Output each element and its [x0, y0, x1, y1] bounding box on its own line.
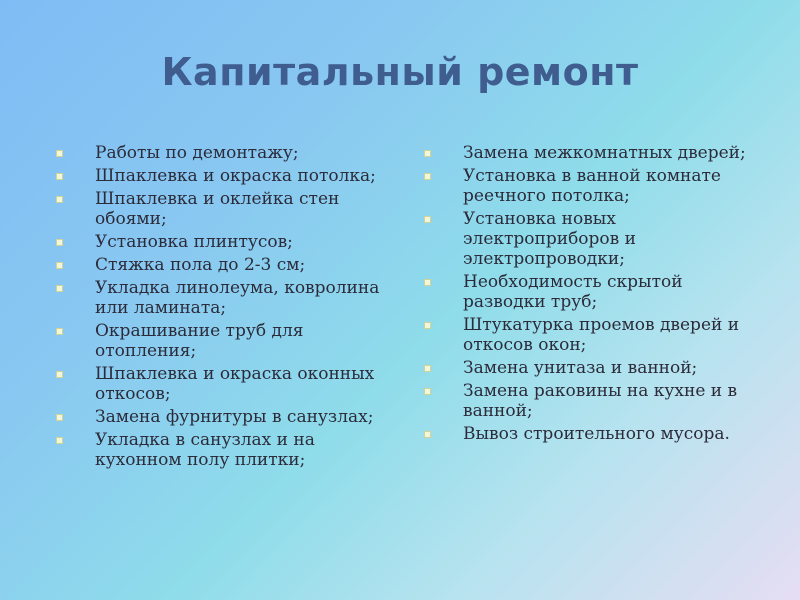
square-bullet-icon — [56, 371, 63, 378]
list-item-text: Шпаклевка и окраска потолка; — [95, 166, 376, 186]
list-item-text: Замена межкомнатных дверей; — [463, 143, 746, 163]
square-bullet-icon — [56, 328, 63, 335]
list-item-text: Замена унитаза и ванной; — [463, 358, 698, 378]
square-bullet-icon — [56, 196, 63, 203]
square-bullet-icon — [424, 431, 431, 438]
list-item — [56, 321, 396, 361]
square-bullet-icon — [56, 414, 63, 421]
list-item-text: Установка в ванной комнате реечного потолка; — [463, 166, 721, 206]
left-bullet-list — [56, 143, 396, 473]
square-bullet-icon — [56, 173, 63, 180]
square-bullet-icon — [424, 279, 431, 286]
list-item-text: Укладка линолеума, ковролина или ламината; — [95, 278, 380, 318]
list-item — [56, 430, 396, 470]
square-bullet-icon — [424, 173, 431, 180]
list-item-text: Работы по демонтажу; — [95, 143, 299, 163]
list-item — [424, 315, 764, 355]
list-item-text: Штукатурка проемов дверей и откосов окон; — [463, 315, 740, 355]
list-item-text: Стяжка пола до 2-3 см; — [95, 255, 306, 275]
list-item-text: Установка плинтусов; — [95, 232, 293, 252]
square-bullet-icon — [56, 262, 63, 269]
list-item — [424, 381, 764, 421]
list-item — [56, 364, 396, 404]
list-item — [56, 189, 396, 229]
square-bullet-icon — [56, 437, 63, 444]
list-item — [424, 272, 764, 312]
list-item-text: Замена раковины на кухне и в ванной; — [463, 381, 738, 421]
list-item — [424, 166, 764, 206]
square-bullet-icon — [424, 150, 431, 157]
square-bullet-icon — [56, 285, 63, 292]
list-item — [56, 407, 396, 427]
slide-title: Капитальный ремонт — [161, 50, 639, 94]
list-item — [424, 209, 764, 269]
list-item — [56, 278, 396, 318]
list-item-text: Укладка в санузлах и на кухонном полу плитки; — [95, 430, 315, 470]
list-item-text: Окрашивание труб для отопления; — [95, 321, 304, 361]
list-item-text: Замена фурнитуры в санузлах; — [95, 407, 374, 427]
list-item-text: Шпаклевка и оклейка стен обоями; — [95, 189, 340, 229]
list-item-text: Шпаклевка и окраска оконных откосов; — [95, 364, 375, 404]
list-item — [56, 143, 396, 163]
square-bullet-icon — [424, 365, 431, 372]
square-bullet-icon — [424, 322, 431, 329]
square-bullet-icon — [56, 239, 63, 246]
square-bullet-icon — [56, 150, 63, 157]
square-bullet-icon — [424, 216, 431, 223]
list-item-text: Установка новых электроприборов и электропроводки; — [463, 209, 636, 269]
list-item — [56, 255, 396, 275]
list-item-text: Вывоз строительного мусора. — [463, 424, 730, 444]
list-item — [56, 232, 396, 252]
square-bullet-icon — [424, 388, 431, 395]
list-item-text: Необходимость скрытой разводки труб; — [463, 272, 683, 312]
list-item — [424, 424, 764, 444]
list-item — [56, 166, 396, 186]
right-bullet-list — [424, 143, 764, 447]
list-item — [424, 358, 764, 378]
list-item — [424, 143, 764, 163]
